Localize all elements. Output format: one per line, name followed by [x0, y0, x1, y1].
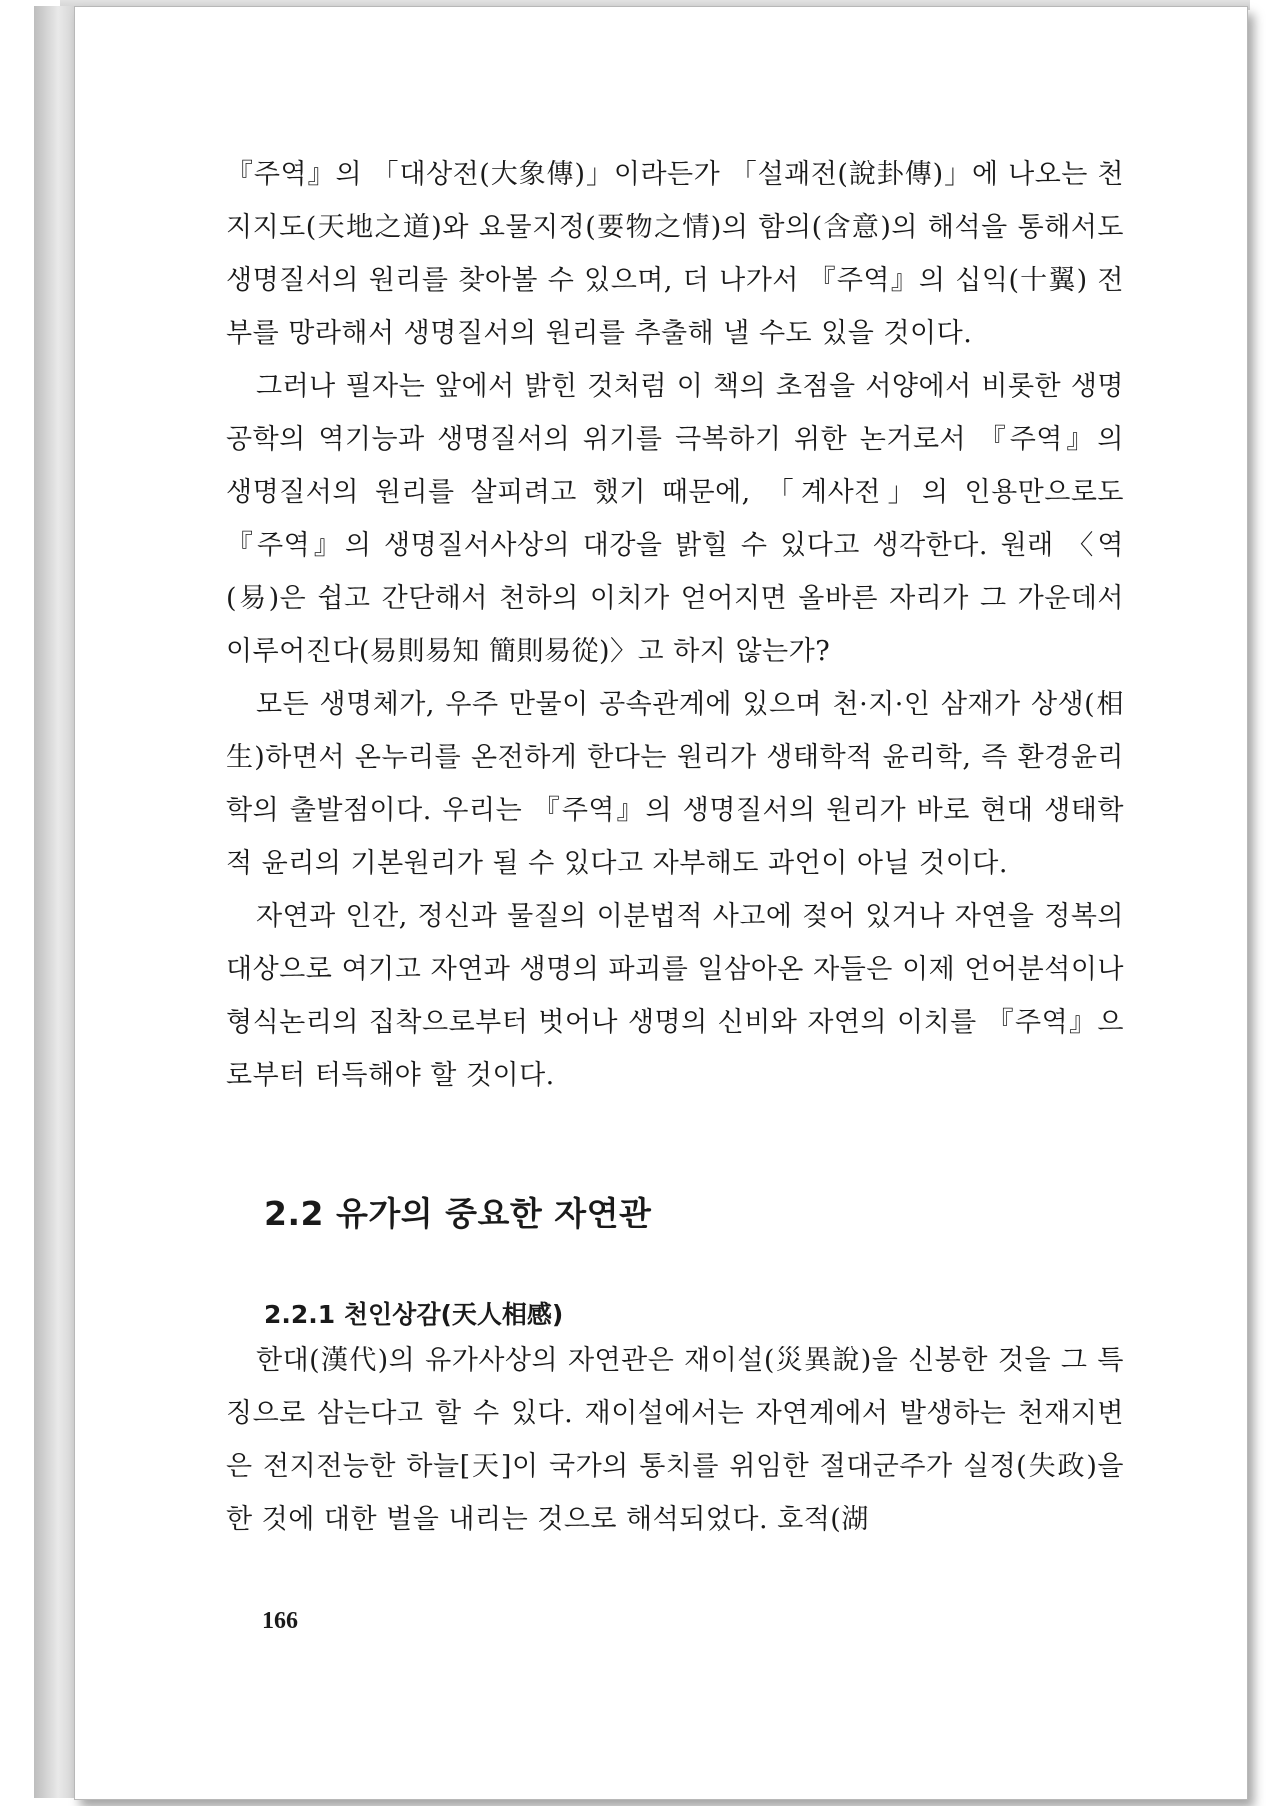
- paragraph-1: 『주역』의 「대상전(大象傳)」이라든가 「설괘전(說卦傳)」에 나오는 천지지도(天地之道)와 요물지정(要物之情)의 함의(含意)의 해석을 통해서도 생명질서의 원리를 찾아볼 수 있으며, 더 나가서 『주역』의 십익(十翼) 전부를 망라해서 생명질서의 원리를 추출해 낼 수도 있을 것이다.: [226, 159, 1124, 349]
- book-spine: [34, 6, 78, 1798]
- paragraph-5: 한대(漢代)의 유가사상의 자연관은 재이설(災異說)을 신봉한 것을 그 특징으로 삼는다고 할 수 있다. 재이설에서는 자연계에서 발생하는 천재지변은 전지전능한 하늘[天]이 국가의 통치를 위임한 절대군주가 실정(失政)을 한 것에 대한 벌을 내리는 것으로 해석되었다. 호적(湖: [226, 1345, 1124, 1535]
- paragraph-2: 그러나 필자는 앞에서 밝힌 것처럼 이 책의 초점을 서양에서 비롯한 생명공학의 역기능과 생명질서의 위기를 극복하기 위한 논거로서 『주역』의 생명질서의 원리를 살피려고 했기 때문에, 「계사전」의 인용만으로도 『주역』의 생명질서사상의 대강을 밝힐 수 있다고 생각한다. 원래 〈역(易)은 쉽고 간단해서 천하의 이치가 얻어지면 올바른 자리가 그 가운데서 이루어진다(易則易知 簡則易從)〉고 하지 않는가?: [226, 371, 1124, 667]
- page-number: 166: [262, 1608, 298, 1634]
- subsection-heading: 2.2.1 천인상감(天人相感): [264, 1300, 564, 1329]
- paragraph-4: 자연과 인간, 정신과 물질의 이분법적 사고에 젖어 있거나 자연을 정복의 대상으로 여기고 자연과 생명의 파괴를 일삼아온 자들은 이제 언어분석이나 형식논리의 집착으로부터 벗어나 생명의 신비와 자연의 이치를 『주역』으로부터 터득해야 할 것이다.: [226, 901, 1124, 1091]
- paragraph-3: 모든 생명체가, 우주 만물이 공속관계에 있으며 천·지·인 삼재가 상생(相生)하면서 온누리를 온전하게 한다는 원리가 생태학적 윤리학, 즉 환경윤리학의 출발점이다. 우리는 『주역』의 생명질서의 원리가 바로 현대 생태학적 윤리의 기본원리가 될 수 있다고 자부해도 과언이 아닐 것이다.: [226, 689, 1124, 879]
- body-text: [226, 148, 1124, 1102]
- section-heading: 2.2 유가의 중요한 자연관: [264, 1194, 652, 1233]
- section-body-text: [226, 1334, 1124, 1546]
